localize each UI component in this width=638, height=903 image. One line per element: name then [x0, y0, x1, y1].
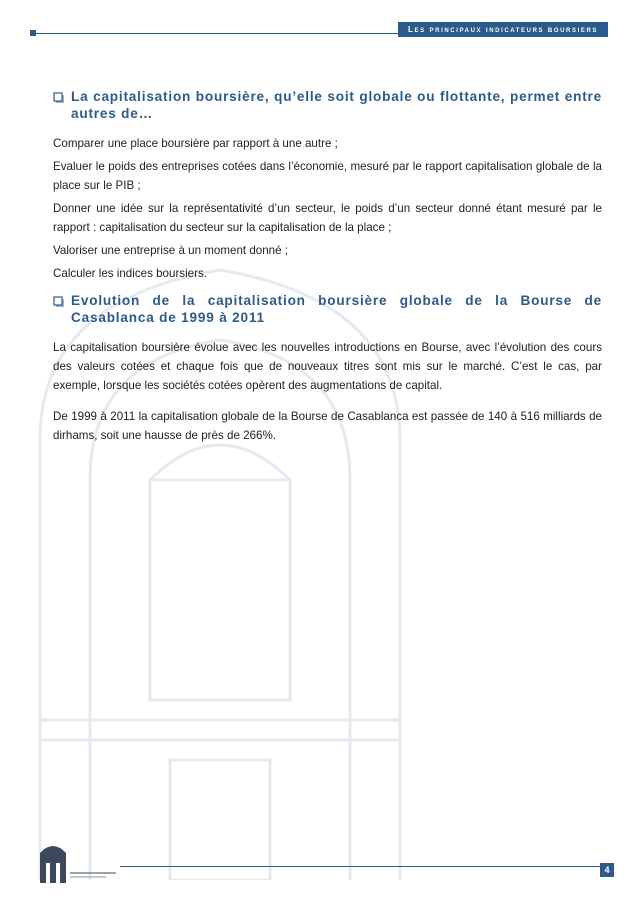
- page-content: [53, 88, 602, 445]
- checkbox-bullet-icon: [53, 295, 65, 307]
- paragraph: Valoriser une entreprise à un moment donné ;: [53, 244, 289, 257]
- header-title: Les principaux indicateurs boursiers: [398, 22, 608, 37]
- paragraph: Calculer les indices boursiers.: [53, 267, 208, 280]
- footer-rule: [120, 866, 608, 867]
- paragraph: Comparer une place boursière par rapport à une autre ;: [53, 137, 338, 150]
- page-number: 4: [600, 863, 614, 877]
- paragraph: La capitalisation boursière évolue avec les nouvelles introductions en Bourse, avec l’évolution des cours des valeurs cotées et chaque fois que de nouveaux titres sont mis sur le marché. C’est le cas, par exemple, lorsque les sociétés cotées opèrent des augmentations de capital.: [53, 341, 602, 392]
- section-heading-text: Evolution de la capitalisation boursière globale de la Bourse de Casablanca de 1999 à 2011: [71, 293, 602, 325]
- paragraph: De 1999 à 2011 la capitalisation globale de la Bourse de Casablanca est passée de 140 à 516 milliards de dirhams, soit une hausse de près de 266%.: [53, 410, 602, 442]
- bourse-logo: [36, 837, 122, 883]
- section-heading-evolution: [53, 292, 602, 326]
- header-marker: [30, 30, 36, 36]
- paragraph: Donner une idée sur la représentativité d’un secteur, le poids d’un secteur donné étant mesuré par le rapport : capitalisation du secteur sur la capitalisation de la place ;: [53, 202, 602, 234]
- section-heading-capitalisation: [53, 88, 602, 122]
- paragraph: Evaluer le poids des entreprises cotées dans l’économie, mesuré par le rapport capitalisation globale de la place sur le PIB ;: [53, 160, 602, 192]
- section-heading-text: La capitalisation boursière, qu’elle soit globale ou flottante, permet entre autres de…: [71, 89, 602, 121]
- checkbox-bullet-icon: [53, 91, 65, 103]
